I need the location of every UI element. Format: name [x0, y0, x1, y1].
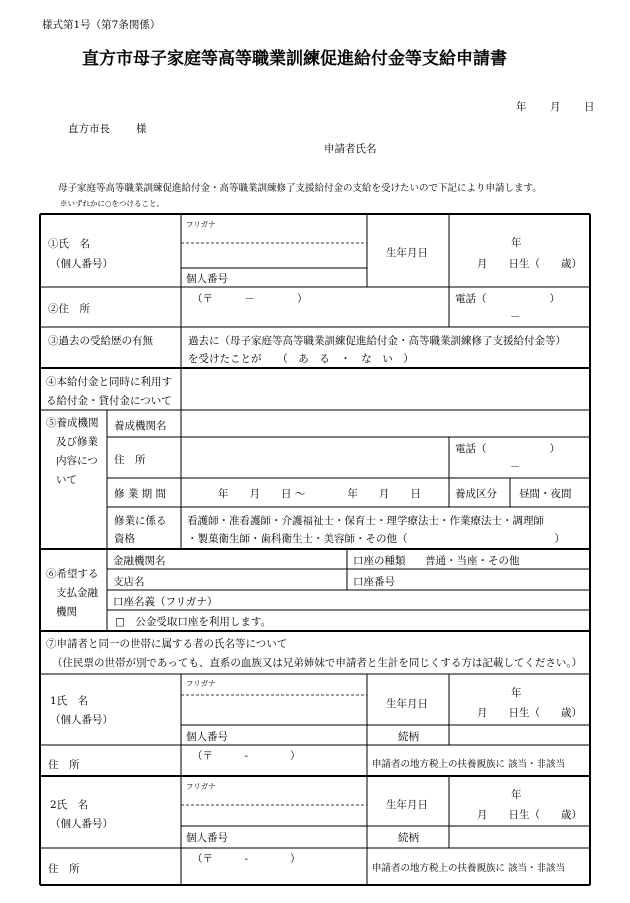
other-benefits-label-2: る給付金・貸付金について [46, 395, 172, 407]
account-holder-label: 口座名義（フリガナ） [113, 596, 218, 608]
phone-label: 電話（ ） [455, 293, 560, 305]
institution-phone-dash: － [510, 461, 521, 473]
qualification-options-2[interactable]: ・製菓衛生師・歯科衛生士・美容師・その他（ ） [187, 533, 565, 545]
member1-furigana-label: フリガナ [186, 679, 216, 688]
bank-section-label-1: ⑥希望する [46, 568, 99, 580]
branch-name-label: 支店名 [113, 576, 145, 588]
member2-birth-year: 年 [511, 789, 522, 801]
member2-mynumber-sub-label: （個人番号） [50, 818, 113, 830]
institution-phone-label: 電話（ ） [455, 443, 560, 455]
qualification-options-1[interactable]: 看護師・准看護師・介護福祉士・保育士・理学療法士・作業療法士・調理師 [187, 515, 544, 527]
training-label-3: 内容につ [56, 455, 98, 467]
member1-name-label: 1氏 名 [50, 695, 89, 707]
addressee: 直方市長 [68, 123, 110, 135]
bank-section-label-2: 支払金融 [56, 587, 98, 599]
history-choice[interactable]: を受けたことが （ あ る ・ な い ） [188, 353, 414, 365]
account-type-choice[interactable]: 普通・当座・その他 [425, 555, 520, 567]
note-text: ※いずれかに○をつけること。 [60, 199, 165, 208]
birth-year-label: 年 [511, 237, 522, 249]
member2-birthdate-label: 生年月日 [386, 799, 428, 811]
member1-mynumber-sub-label: （個人番号） [50, 714, 113, 726]
member1-address-label: 住 所 [48, 759, 80, 771]
institution-address-label: 住 所 [114, 454, 146, 466]
member1-relation-label: 続柄 [398, 731, 419, 743]
member1-birthdate-label: 生年月日 [386, 698, 428, 710]
history-label: ③過去の受給歴の有無 [48, 335, 153, 347]
birth-month-day-age: 月 日生（ 歳） [477, 258, 582, 270]
training-label-1: ⑤養成機関 [46, 417, 99, 429]
member2-furigana-label: フリガナ [186, 782, 216, 791]
honorific: 様 [136, 123, 147, 135]
member1-postal-field[interactable]: （〒 - ） [192, 750, 301, 762]
applicant-name-label: 申請者氏名 [324, 143, 377, 155]
qualification-label-2: 資格 [114, 533, 135, 545]
birthdate-label: 生年月日 [386, 247, 428, 259]
member2-dependent-choice[interactable]: 申請者の地方税上の扶養親族に 該当・非該当 [372, 863, 566, 874]
household-heading: ⑦申請者と同一の世帯に属する者の氏名等について [46, 638, 288, 650]
date-day-label: 日 [584, 101, 595, 113]
form-number: 様式第1号（第7条関係） [42, 19, 161, 31]
date-month-label: 月 [550, 101, 561, 113]
member1-birth-month-day-age: 月 日生（ 歳） [477, 707, 582, 719]
bank-section-label-3: 機関 [56, 606, 77, 618]
bank-name-label: 金融機関名 [113, 555, 166, 567]
name-label: ①氏 名 [48, 238, 90, 250]
period-label: 修 業 期 間 [114, 488, 167, 500]
member2-name-label: 2氏 名 [50, 799, 89, 811]
member1-dependent-choice[interactable]: 申請者の地方税上の扶養親族に 該当・非該当 [372, 759, 566, 770]
intro-text: 母子家庭等高等職業訓練促進給付金・高等職業訓練修了支援給付金の支給を受けたいので下記により申請します。 [58, 183, 542, 194]
form-title: 直方市母子家庭等高等職業訓練促進給付金等支給申請書 [82, 49, 507, 69]
period-value[interactable]: 年 月 日 ～ 年 月 日 [218, 488, 421, 500]
public-account-checkbox[interactable]: □ 公金受取口座を利用します。 [115, 616, 272, 628]
training-label-4: いて [56, 474, 77, 486]
member2-address-label: 住 所 [48, 863, 80, 875]
date-year-label: 年 [516, 101, 527, 113]
account-number-label: 口座番号 [353, 576, 395, 588]
household-note: （住民票の世帯が別であっても、直系の血族又は兄弟姉妹で申請者と生計を同じくする方は記載してください。） [52, 657, 583, 669]
phone-dash: － [510, 311, 521, 323]
institution-name-label: 養成機関名 [114, 420, 167, 432]
training-label-2: 及び修業 [56, 436, 98, 448]
mynumber-sub-label: （個人番号） [50, 258, 113, 270]
class-label: 養成区分 [455, 488, 497, 500]
mynumber-label: 個人番号 [186, 273, 228, 285]
class-choice[interactable]: 昼間・夜間 [519, 488, 572, 500]
furigana-label: フリガナ [186, 220, 216, 229]
member1-birth-year: 年 [511, 687, 522, 699]
member2-mynumber-label: 個人番号 [186, 832, 228, 844]
history-text-1: 過去に（母子家庭等高等職業訓練促進給付金・高等職業訓練修了支援給付金等） [188, 335, 566, 347]
account-type-label: 口座の種類 [353, 555, 406, 567]
qualification-label-1: 修業に係る [114, 515, 167, 527]
member2-postal-field[interactable]: （〒 - ） [192, 853, 301, 865]
member2-birth-month-day-age: 月 日生（ 歳） [477, 809, 582, 821]
other-benefits-label-1: ④本給付金と同時に利用す [46, 376, 172, 388]
member1-mynumber-label: 個人番号 [186, 731, 228, 743]
address-label: ②住 所 [48, 303, 90, 315]
member2-relation-label: 続柄 [398, 832, 419, 844]
postal-code-field[interactable]: （〒 － ） [192, 293, 308, 305]
